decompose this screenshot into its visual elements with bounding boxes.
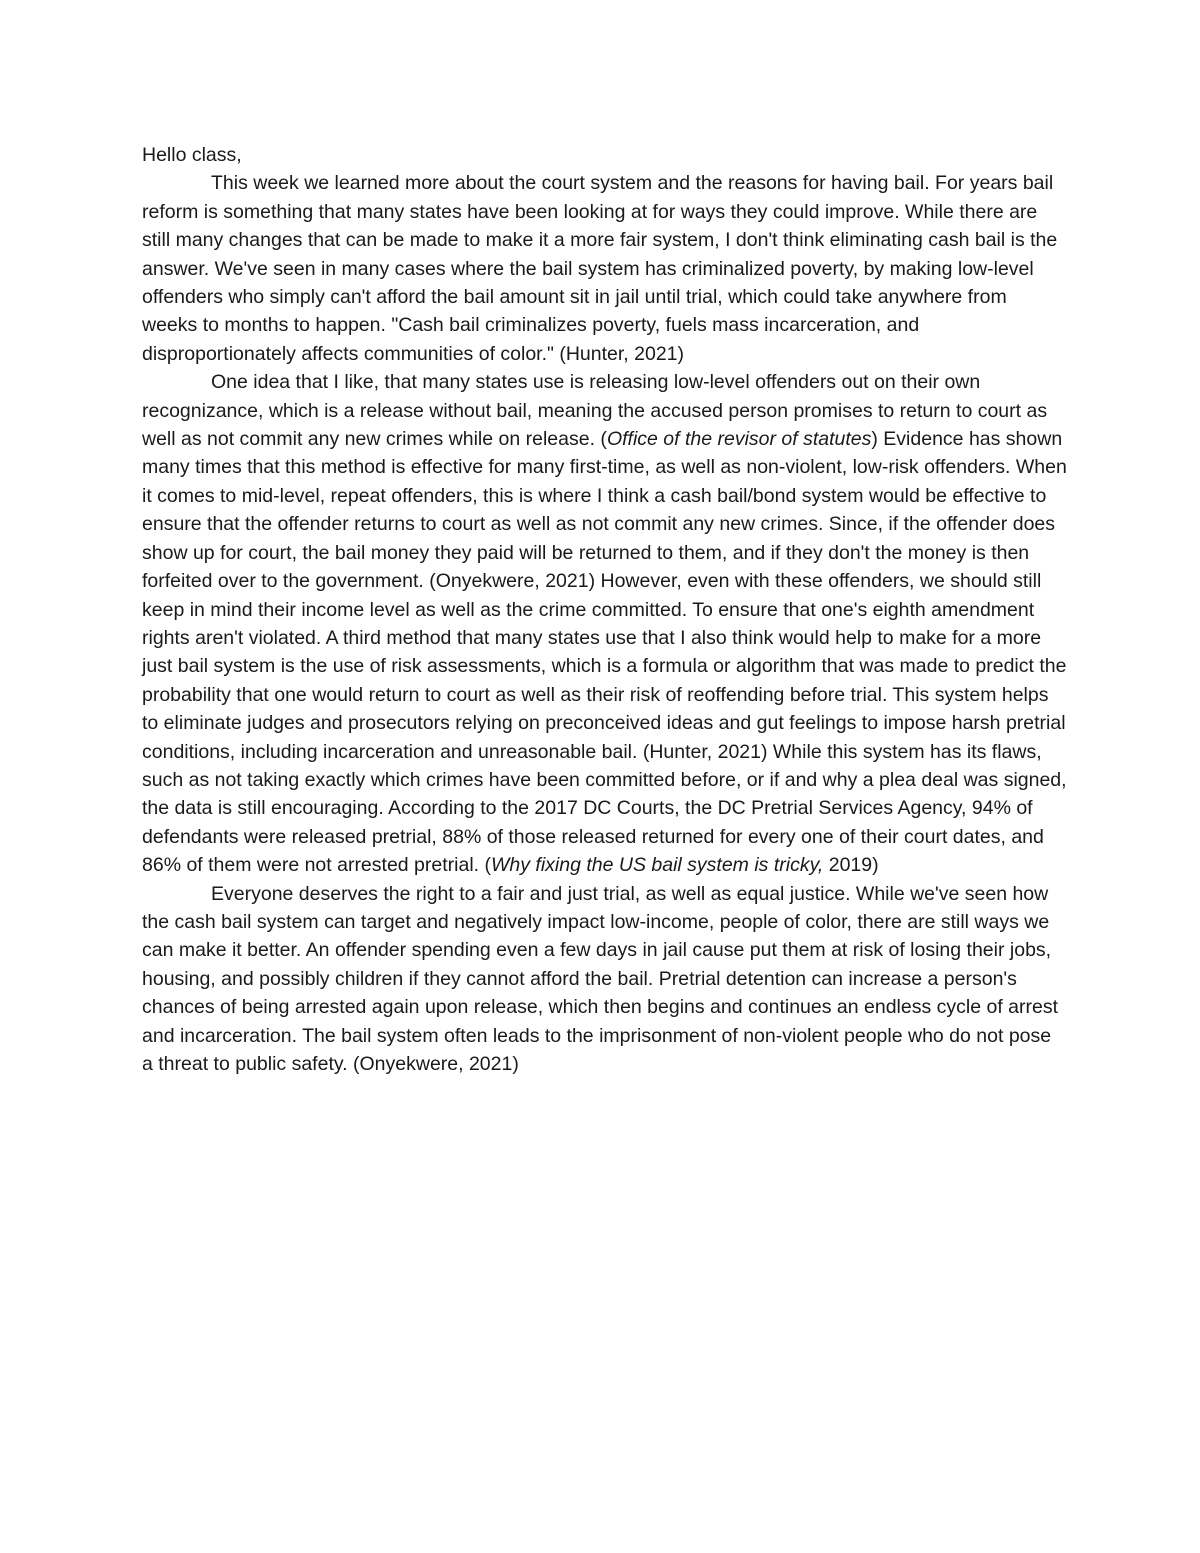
paragraph-2-part-c: 2019) (823, 854, 879, 877)
paragraph-3: Everyone deserves the right to a fair and just trial, as well as equal justice. While we've seen how the cash bail system can target and negatively impact low-income, people of color, there are still ways we can make it better. An offender spending even a few days in jail cause put them at risk of losing their jobs, housing, and possibly children if they cannot afford the bail. Pretrial detention can increase a person's chances of being arrested again upon release, which then begins and continues an endless cycle of arrest and incarceration. The bail system often leads to the imprisonment of non-violent people who do not pose a threat to public safety. (Onyekwere, 2021) (142, 882, 1059, 1075)
document-body (142, 141, 1067, 1078)
paragraph-2-part-b: ) Evidence has shown many times that this method is effective for many first-time, as well as non-violent, low-risk offenders. When it comes to mid-level, repeat offenders, this is where I think a cash bail/bond system would be effective to ensure that the offender returns to court as well as not commit any new crimes. Since, if the offender does show up for court, the bail money they paid will be returned to them, and if they don't the money is then forfeited over to the government. (Onyekwere, 2021) However, even with these offenders, we should still keep in mind their income level as well as the crime committed. To ensure that one's eighth amendment rights aren't violated. A third method that many states use that I also think would help to make for a more just bail system is the use of risk assessments, which is a formula or algorithm that was made to predict the probability that one would return to court as well as their risk of reoffending before trial. This system helps to eliminate judges and prosecutors relying on preconceived ideas and gut feelings to impose harsh pretrial conditions, including incarceration and unreasonable bail. (Hunter, 2021) While this system has its flaws, such as not taking exactly which crimes have been committed before, or if and why a plea deal was signed, the data is still encouraging. According to the 2017 DC Courts, the DC Pretrial Services Agency, 94% of defendants were released pretrial, 88% of those released returned for every one of their court dates, and 86% of them were not arrested pretrial. ( (142, 428, 1067, 877)
paragraph-2-part-a: One idea that I like, that many states use is releasing low-level offenders out on their own recognizance, which is a release without bail, meaning the accused person promises to return to court as well as not commit any new crimes while on release. ( (142, 371, 1048, 451)
citation-why-fixing-bail: Why fixing the US bail system is tricky, (491, 854, 824, 877)
paragraph-1: This week we learned more about the court system and the reasons for having bail. For years bail reform is something that many states have been looking at for ways they could improve. While there are still many changes that can be made to make it a more fair system, I don't think eliminating cash bail is the answer. We've seen in many cases where the bail system has criminalized poverty, by making low-level offenders who simply can't afford the bail amount sit in jail until trial, which could take anywhere from weeks to months to happen. "Cash bail criminalizes poverty, fuels mass incarceration, and disproportionately affects communities of color." (Hunter, 2021) (142, 172, 1058, 365)
paragraph-2 (142, 368, 1067, 879)
greeting: Hello class, (142, 144, 242, 166)
citation-revisor-of-statutes: Office of the revisor of statutes (606, 428, 872, 451)
